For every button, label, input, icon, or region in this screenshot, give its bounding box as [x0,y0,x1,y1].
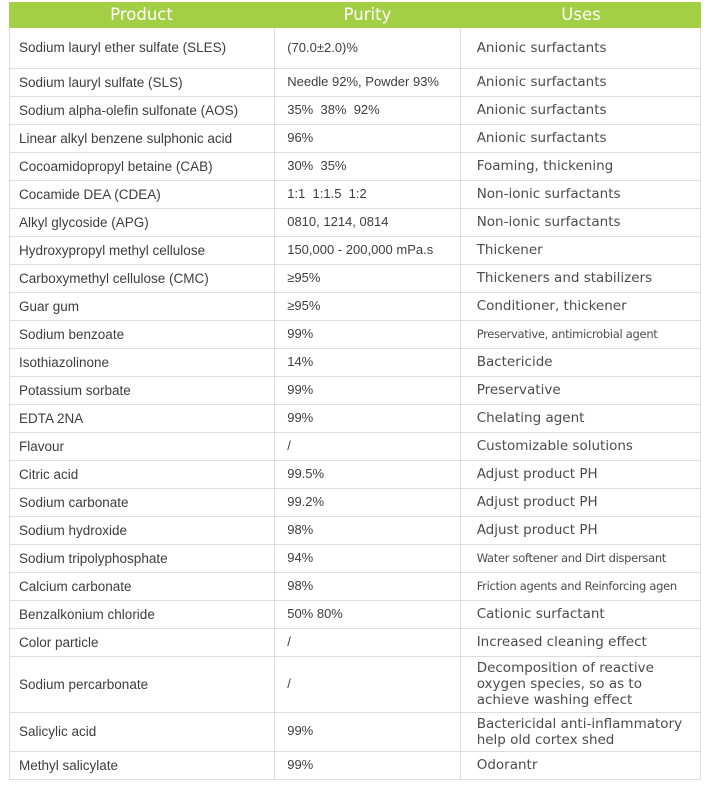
uses-cell: Foaming, thickening [476,158,614,175]
uses-cell: Adjust product PH [476,522,598,539]
uses-cell: Conditioner, thickener [476,298,627,315]
product-cell: Sodium carbonate [19,494,129,510]
purity-cell: 99% [274,752,460,779]
uses-cell: Chelating agent [476,410,585,427]
table-body [9,28,701,780]
purity-cell: 150,000 - 200,000 mPa.s [274,237,460,264]
table-row [10,752,700,780]
column-header-purity: Purity [343,5,392,24]
table-row [10,573,700,601]
uses-cell: Customizable solutions [476,438,633,455]
purity-cell: 99% [274,377,460,404]
purity-cell: 94% [274,545,460,572]
table-row [10,293,700,321]
uses-cell: Non-ionic surfactants [476,214,621,231]
product-cell: Sodium benzoate [19,326,125,342]
table-row [10,97,700,125]
purity-cell: / [274,433,460,460]
uses-cell: Water softener and Dirt dispersant [476,550,667,565]
uses-cell: Adjust product PH [476,494,598,511]
purity-cell: 99.5% [274,461,460,488]
uses-cell: Increased cleaning effect [476,634,647,651]
uses-cell: Adjust product PH [476,466,598,483]
uses-cell: Anionic surfactants [476,102,607,119]
purity-cell: 1:1 1:1.5 1:2 [274,181,460,208]
product-cell: Cocoamidopropyl betaine (CAB) [19,158,213,174]
product-cell: Citric acid [19,466,79,482]
table-row [10,433,700,461]
purity-cell: 99% [274,405,460,432]
purity-cell: 99% [274,713,460,751]
product-cell: Alkyl glycoside (APG) [19,214,149,230]
table-row [10,657,700,713]
column-header-product: Product [110,5,173,24]
product-cell: Cocamide DEA (CDEA) [19,186,161,202]
table-row [10,349,700,377]
purity-cell: 99.2% [274,489,460,516]
uses-cell: Non-ionic surfactants [476,186,621,203]
product-cell: Flavour [19,438,65,454]
uses-cell: Bactericide [476,354,553,371]
column-header-uses: Uses [561,5,601,24]
purity-cell: ≥95% [274,265,460,292]
table-row [10,153,700,181]
uses-cell: Cationic surfactant [476,606,605,623]
purity-cell: 35% 38% 92% [274,97,460,124]
table-row [10,125,700,153]
product-cell: EDTA 2NA [19,410,84,426]
table-row [10,321,700,349]
purity-cell: / [274,629,460,656]
product-cell: Salicylic acid [19,723,97,739]
product-cell: Carboxymethyl cellulose (CMC) [19,270,209,286]
table-row [10,209,700,237]
purity-cell: Needle 92%, Powder 93% [274,69,460,96]
purity-cell: 96% [274,125,460,152]
uses-cell: Decomposition of reactive oxygen species, so as to achieve washing effect [476,660,654,709]
product-cell: Sodium tripolyphosphate [19,550,168,566]
purity-cell: 98% [274,573,460,600]
table-header-row [9,2,701,28]
table-row [10,377,700,405]
purity-cell: 14% [274,349,460,376]
product-cell: Hydroxypropyl methyl cellulose [19,242,206,258]
table-row [10,28,700,69]
product-cell: Sodium percarbonate [19,676,149,692]
product-cell: Color particle [19,634,99,650]
purity-cell: 99% [274,321,460,348]
product-cell: Sodium lauryl sulfate (SLS) [19,74,183,90]
product-cell: Calcium carbonate [19,578,132,594]
table-row [10,405,700,433]
product-cell: Sodium alpha-olefin sulfonate (AOS) [19,102,239,118]
product-cell: Isothiazolinone [19,354,110,370]
uses-cell: Preservative [476,382,561,399]
table-row [10,713,700,752]
table-row [10,489,700,517]
table-row [10,601,700,629]
uses-cell: Odorantr [476,757,538,774]
table-row [10,545,700,573]
purity-cell: 30% 35% [274,153,460,180]
uses-cell: Anionic surfactants [476,39,607,56]
table-row [10,517,700,545]
product-purity-uses-table [9,2,701,780]
uses-cell: Thickener [476,242,543,259]
purity-cell: ≥95% [274,293,460,320]
table-row [10,461,700,489]
purity-cell: 98% [274,517,460,544]
purity-cell: / [274,657,460,712]
table-row [10,237,700,265]
product-cell: Sodium hydroxide [19,522,128,538]
purity-cell: 0810, 1214, 0814 [274,209,460,236]
purity-cell: 50% 80% [274,601,460,628]
product-cell: Potassium sorbate [19,382,131,398]
uses-cell: Friction agents and Reinforcing agen [476,578,677,593]
product-cell: Benzalkonium chloride [19,606,155,622]
uses-cell: Thickeners and stabilizers [476,270,653,287]
table-row [10,629,700,657]
product-cell: Sodium lauryl ether sulfate (SLES) [19,40,227,56]
product-cell: Linear alkyl benzene sulphonic acid [19,130,233,146]
uses-cell: Preservative, antimicrobial agent [476,326,658,341]
product-cell: Guar gum [19,298,80,314]
table-row [10,69,700,97]
uses-cell: Bactericidal anti-inflammatory help old cortex shed [476,715,683,748]
table-row [10,265,700,293]
product-cell: Methyl salicylate [19,757,119,773]
table-row [10,181,700,209]
uses-cell: Anionic surfactants [476,74,607,91]
purity-cell: (70.0±2.0)% [274,28,460,68]
uses-cell: Anionic surfactants [476,130,607,147]
